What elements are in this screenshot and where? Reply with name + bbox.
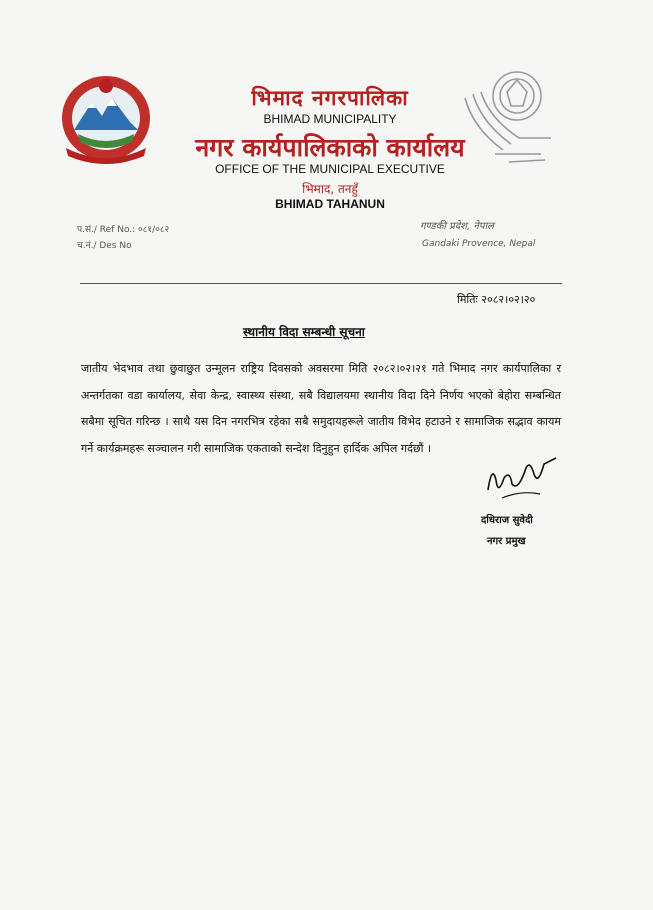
handwritten-signature (482, 450, 562, 505)
org-name-english: BHIMAD MUNICIPALITY (263, 112, 397, 126)
notice-title: स्थानीय विदा सम्बन्धी सूचना (243, 325, 365, 339)
dispatch-number: च.नं./ Des No (77, 241, 132, 251)
notice-date: मितिः २०८२।०२।२० (457, 293, 536, 306)
org-name-nepali: भिमाद नगरपालिका (251, 86, 409, 110)
notice-body: जातीय भेदभाव तथा छुवाछुत उन्मूलन राष्ट्रिय दिवसको अवसरमा मिति २०८२।०२।२१ गते भिमाद नगर कार्यपालिका र अन्तर्गतका वडा कार्यालय, सेवा केन्द्र, स्वास्थ्य संस्था, सबै विद्यालयमा स्थानीय विदा दिने निर्णय भएको बेहोरा सम्बन्धित सबैमा सूचित गरिन्छ । साथै यस दिन नगरभित्र रहेका सबै समुदायहरूले जातीय विभेद हटाउने र सामाजिक सद्भाव कायम गर्ने कार्यक्रमहरू सञ्चालन गरी सामाजिक एकताको सन्देश दिनुहुन हार्दिक अपिल गर्दछौं । (81, 362, 561, 455)
province-english: Gandaki Provence, Nepal (422, 239, 536, 249)
nepal-emblem-logo (58, 72, 154, 164)
official-stamp (455, 58, 565, 173)
office-name-nepali: नगर कार्यपालिकाको कार्यालय (195, 133, 465, 162)
header-divider (80, 283, 562, 284)
office-name-english: OFFICE OF THE MUNICIPAL EXECUTIVE (215, 162, 445, 176)
address-nepali: भिमाद, तनहुँ (302, 182, 358, 196)
signatory-title: नगर प्रमुख (487, 536, 526, 547)
reference-number: प.सं./ Ref No.: ०८१/०८२ (77, 225, 170, 235)
address-english: BHIMAD TAHANUN (275, 197, 385, 211)
signatory-name: दधिराज सुवेदी (481, 515, 533, 526)
province-nepali: गण्डकी प्रदेश, नेपाल (420, 221, 494, 232)
